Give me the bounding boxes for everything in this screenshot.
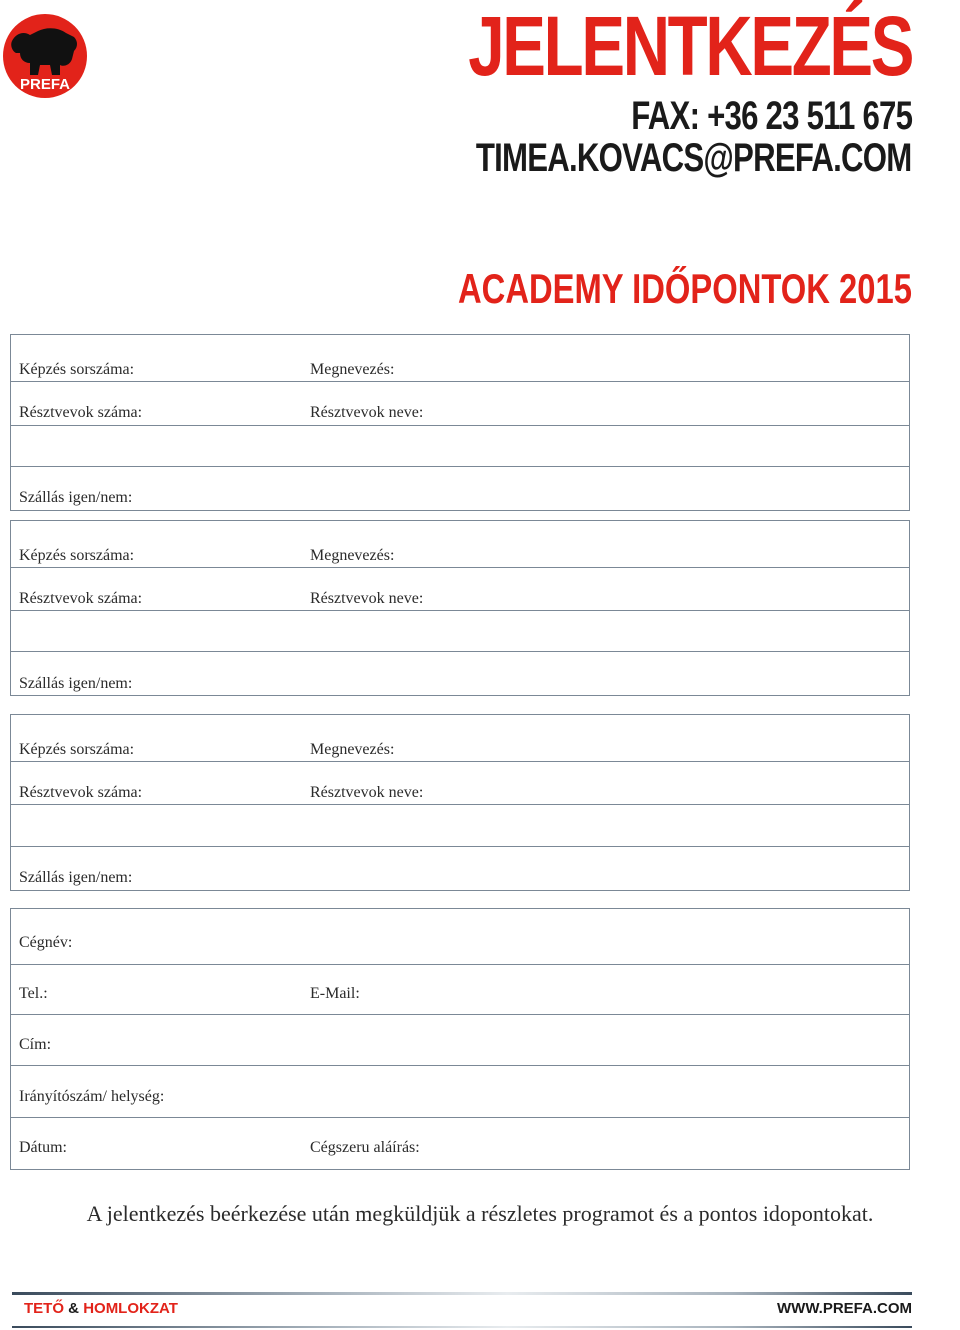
row-divider (11, 567, 909, 568)
row-divider (11, 610, 909, 611)
row-divider (11, 964, 909, 965)
training-name-field[interactable]: Megnevezés: (310, 547, 395, 564)
participant-names-field[interactable]: Résztvevok neve: (310, 590, 424, 607)
training-name-field[interactable]: Megnevezés: (310, 741, 395, 758)
company-name-field[interactable]: Cégnév: (19, 934, 73, 951)
footer (12, 1292, 912, 1328)
training-number-field[interactable]: Képzés sorszáma: (19, 547, 135, 564)
footer-tagline-roof: TETŐ (24, 1300, 64, 1317)
academy-heading: ACADEMY IDŐPONTOK 2015 (458, 265, 912, 312)
registration-block-2 (10, 520, 910, 696)
address-field[interactable]: Cím: (19, 1036, 52, 1053)
signature-field[interactable]: Cégszeru aláírás: (310, 1139, 420, 1156)
participant-names-field[interactable]: Résztvevok neve: (310, 784, 424, 801)
row-divider (11, 381, 909, 382)
prefa-logo (2, 13, 88, 99)
accommodation-field[interactable]: Szállás igen/nem: (19, 489, 133, 506)
footer-tagline-facade: HOMLOKZAT (83, 1300, 178, 1317)
row-divider (11, 761, 909, 762)
registration-block-1 (10, 334, 910, 511)
email-field[interactable]: E-Mail: (310, 985, 360, 1002)
row-divider (11, 1065, 909, 1066)
footer-website-link[interactable]: WWW.PREFA.COM (777, 1300, 912, 1317)
phone-field[interactable]: Tel.: (19, 985, 48, 1002)
row-divider (11, 1117, 909, 1118)
participant-count-field[interactable]: Résztvevok száma: (19, 590, 143, 607)
training-number-field[interactable]: Képzés sorszáma: (19, 741, 135, 758)
info-note: A jelentkezés beérkezése után megküldjük a részletes programot és a pontos idopontokat. (86, 1201, 874, 1226)
date-field[interactable]: Dátum: (19, 1139, 67, 1156)
page-title: JELENTKEZÉS (468, 0, 912, 93)
logo-text: PREFA (19, 76, 71, 93)
footer-top-line (12, 1292, 912, 1295)
footer-bottom-line (12, 1326, 912, 1328)
zip-city-field[interactable]: Irányítószám/ helység: (19, 1088, 165, 1105)
company-block (10, 908, 910, 1170)
row-divider (11, 425, 909, 426)
participant-count-field[interactable]: Résztvevok száma: (19, 784, 143, 801)
row-divider (11, 846, 909, 847)
footer-tagline (24, 1300, 178, 1317)
fax-number: FAX: +36 23 511 675 (631, 94, 912, 138)
row-divider (11, 1014, 909, 1015)
training-name-field[interactable]: Megnevezés: (310, 361, 395, 378)
row-divider (11, 466, 909, 467)
accommodation-field[interactable]: Szállás igen/nem: (19, 675, 133, 692)
training-number-field[interactable]: Képzés sorszáma: (19, 361, 135, 378)
row-divider (11, 804, 909, 805)
participant-count-field[interactable]: Résztvevok száma: (19, 404, 143, 421)
accommodation-field[interactable]: Szállás igen/nem: (19, 869, 133, 886)
contact-email: TIMEA.KOVACS@PREFA.COM (476, 136, 912, 180)
registration-block-3 (10, 714, 910, 891)
footer-tagline-amp: & (68, 1300, 80, 1317)
participant-names-field[interactable]: Résztvevok neve: (310, 404, 424, 421)
row-divider (11, 651, 909, 652)
